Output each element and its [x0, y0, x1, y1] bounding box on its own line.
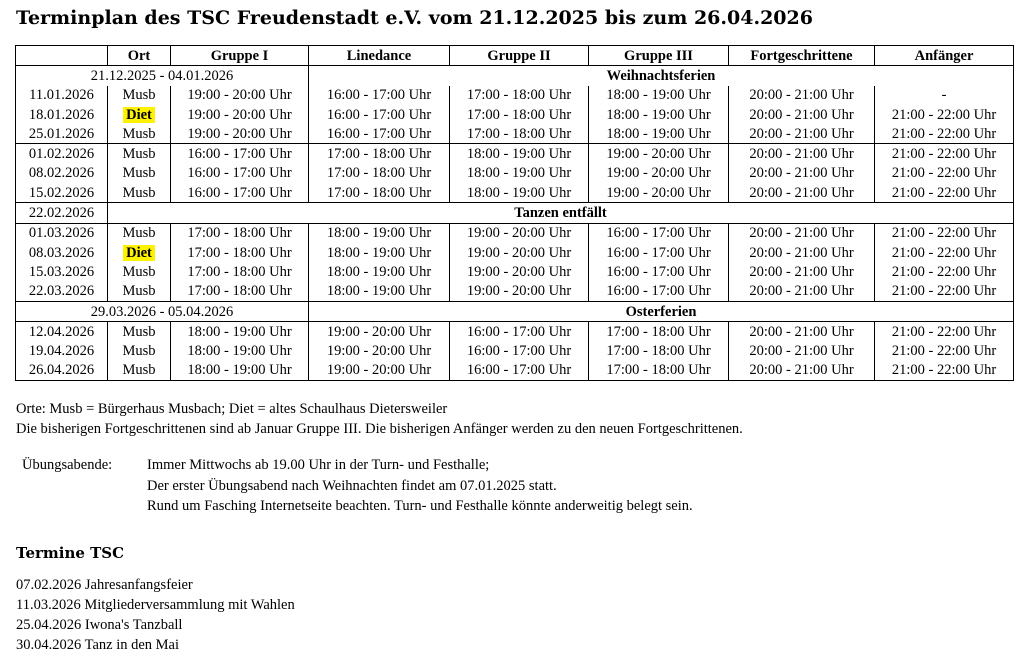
- header-cell-gruppe-2: Gruppe II: [450, 46, 589, 66]
- ort-cell: Musb: [108, 86, 171, 105]
- termine-item: 30.04.2026 Tanz in den Mai: [16, 637, 180, 653]
- ort-cell: [108, 243, 171, 262]
- date-cell: 26.04.2026: [16, 361, 108, 381]
- date-cell: 15.03.2026: [16, 262, 108, 281]
- linedance-cell: 17:00 - 18:00 Uhr: [309, 144, 450, 164]
- fortgeschrittene-cell: 20:00 - 21:00 Uhr: [729, 322, 875, 342]
- anfaenger-cell: 21:00 - 22:00 Uhr: [875, 144, 1014, 164]
- linedance-cell: 18:00 - 19:00 Uhr: [309, 282, 450, 302]
- anfaenger-cell: 21:00 - 22:00 Uhr: [875, 243, 1014, 262]
- gruppe-1-cell: 17:00 - 18:00 Uhr: [171, 282, 309, 302]
- table-row: [16, 164, 1014, 183]
- gruppe-2-cell: 19:00 - 20:00 Uhr: [450, 282, 589, 302]
- ort-cell: Musb: [108, 164, 171, 183]
- linedance-cell: 17:00 - 18:00 Uhr: [309, 183, 450, 203]
- gruppe-1-cell: 19:00 - 20:00 Uhr: [171, 105, 309, 124]
- note-orte: Orte: Musb = Bürgerhaus Musbach; Diet = altes Schaulhaus Dietersweiler: [16, 401, 448, 417]
- linedance-cell: 17:00 - 18:00 Uhr: [309, 164, 450, 183]
- date-cell: 19.04.2026: [16, 341, 108, 360]
- ort-cell: [108, 105, 171, 124]
- linedance-cell: 19:00 - 20:00 Uhr: [309, 341, 450, 360]
- anfaenger-cell: 21:00 - 22:00 Uhr: [875, 183, 1014, 203]
- fortgeschrittene-cell: 20:00 - 21:00 Uhr: [729, 164, 875, 183]
- note-fortgeschrittene: Die bisherigen Fortgeschrittenen sind ab Januar Gruppe III. Die bisherigen Anfänger werden zu den neuen Fortgeschrittenen.: [16, 421, 743, 437]
- anfaenger-cell: 21:00 - 22:00 Uhr: [875, 262, 1014, 281]
- gruppe-1-cell: 16:00 - 17:00 Uhr: [171, 164, 309, 183]
- anfaenger-cell: 21:00 - 22:00 Uhr: [875, 124, 1014, 144]
- gruppe-3-cell: 19:00 - 20:00 Uhr: [589, 164, 729, 183]
- date-cell: 01.02.2026: [16, 144, 108, 164]
- ort-highlight-badge: Diet: [123, 107, 155, 123]
- cancel-row: [16, 203, 1014, 223]
- gruppe-3-cell: 16:00 - 17:00 Uhr: [589, 262, 729, 281]
- gruppe-1-cell: 17:00 - 18:00 Uhr: [171, 243, 309, 262]
- gruppe-2-cell: 17:00 - 18:00 Uhr: [450, 86, 589, 105]
- gruppe-1-cell: 18:00 - 19:00 Uhr: [171, 361, 309, 381]
- date-cell: 12.04.2026: [16, 322, 108, 342]
- holiday-label-cell: Weihnachtsferien: [309, 66, 1014, 86]
- gruppe-2-cell: 17:00 - 18:00 Uhr: [450, 124, 589, 144]
- fortgeschrittene-cell: 20:00 - 21:00 Uhr: [729, 86, 875, 105]
- table-row: [16, 322, 1014, 342]
- gruppe-1-cell: 18:00 - 19:00 Uhr: [171, 341, 309, 360]
- gruppe-1-cell: 16:00 - 17:00 Uhr: [171, 183, 309, 203]
- ort-cell: Musb: [108, 262, 171, 281]
- uebungsabende-line: Immer Mittwochs ab 19.00 Uhr in der Turn- und Festhalle;: [147, 457, 490, 473]
- date-cell: 22.02.2026: [16, 203, 108, 223]
- gruppe-1-cell: 19:00 - 20:00 Uhr: [171, 86, 309, 105]
- termine-heading: Termine TSC: [16, 544, 125, 562]
- holiday-range-cell: 21.12.2025 - 04.01.2026: [16, 66, 309, 86]
- gruppe-1-cell: 19:00 - 20:00 Uhr: [171, 124, 309, 144]
- gruppe-3-cell: 17:00 - 18:00 Uhr: [589, 361, 729, 381]
- gruppe-2-cell: 18:00 - 19:00 Uhr: [450, 164, 589, 183]
- fortgeschrittene-cell: 20:00 - 21:00 Uhr: [729, 341, 875, 360]
- termine-item: 25.04.2026 Iwona's Tanzball: [16, 617, 183, 633]
- linedance-cell: 19:00 - 20:00 Uhr: [309, 361, 450, 381]
- linedance-cell: 16:00 - 17:00 Uhr: [309, 105, 450, 124]
- gruppe-1-cell: 17:00 - 18:00 Uhr: [171, 223, 309, 243]
- fortgeschrittene-cell: 20:00 - 21:00 Uhr: [729, 361, 875, 381]
- anfaenger-cell: 21:00 - 22:00 Uhr: [875, 322, 1014, 342]
- table-row: [16, 144, 1014, 164]
- header-cell-linedance: Linedance: [309, 46, 450, 66]
- header-cell-ort: Ort: [108, 46, 171, 66]
- gruppe-3-cell: 16:00 - 17:00 Uhr: [589, 223, 729, 243]
- header-cell-anfaenger: Anfänger: [875, 46, 1014, 66]
- table-row: [16, 262, 1014, 281]
- holiday-row: [16, 301, 1014, 321]
- ort-highlight-badge: Diet: [123, 245, 155, 261]
- page-title: Terminplan des TSC Freudenstadt e.V. vom 21.12.2025 bis zum 26.04.2026: [16, 7, 813, 29]
- linedance-cell: 19:00 - 20:00 Uhr: [309, 322, 450, 342]
- ort-cell: Musb: [108, 183, 171, 203]
- gruppe-2-cell: 16:00 - 17:00 Uhr: [450, 341, 589, 360]
- fortgeschrittene-cell: 20:00 - 21:00 Uhr: [729, 105, 875, 124]
- fortgeschrittene-cell: 20:00 - 21:00 Uhr: [729, 282, 875, 302]
- gruppe-1-cell: 18:00 - 19:00 Uhr: [171, 322, 309, 342]
- linedance-cell: 18:00 - 19:00 Uhr: [309, 262, 450, 281]
- anfaenger-cell: 21:00 - 22:00 Uhr: [875, 282, 1014, 302]
- termine-item: 11.03.2026 Mitgliederversammlung mit Wahlen: [16, 597, 295, 613]
- date-cell: 22.03.2026: [16, 282, 108, 302]
- anfaenger-cell: 21:00 - 22:00 Uhr: [875, 223, 1014, 243]
- date-cell: 08.02.2026: [16, 164, 108, 183]
- fortgeschrittene-cell: 20:00 - 21:00 Uhr: [729, 124, 875, 144]
- gruppe-3-cell: 19:00 - 20:00 Uhr: [589, 183, 729, 203]
- gruppe-3-cell: 18:00 - 19:00 Uhr: [589, 105, 729, 124]
- table-row: [16, 341, 1014, 360]
- ort-cell: Musb: [108, 361, 171, 381]
- ort-cell: Musb: [108, 341, 171, 360]
- linedance-cell: 16:00 - 17:00 Uhr: [309, 124, 450, 144]
- ort-cell: Musb: [108, 282, 171, 302]
- table-row: [16, 105, 1014, 124]
- termine-list: [16, 575, 295, 655]
- gruppe-1-cell: 17:00 - 18:00 Uhr: [171, 262, 309, 281]
- table-row: [16, 361, 1014, 381]
- date-cell: 18.01.2026: [16, 105, 108, 124]
- date-cell: 15.02.2026: [16, 183, 108, 203]
- anfaenger-cell: 21:00 - 22:00 Uhr: [875, 341, 1014, 360]
- anfaenger-cell: 21:00 - 22:00 Uhr: [875, 164, 1014, 183]
- linedance-cell: 16:00 - 17:00 Uhr: [309, 86, 450, 105]
- holiday-range-cell: 29.03.2026 - 05.04.2026: [16, 301, 309, 321]
- cancel-label-cell: Tanzen entfällt: [108, 203, 1014, 223]
- gruppe-2-cell: 19:00 - 20:00 Uhr: [450, 243, 589, 262]
- gruppe-2-cell: 18:00 - 19:00 Uhr: [450, 183, 589, 203]
- table-row: [16, 282, 1014, 302]
- gruppe-3-cell: 17:00 - 18:00 Uhr: [589, 322, 729, 342]
- gruppe-3-cell: 18:00 - 19:00 Uhr: [589, 86, 729, 105]
- uebungsabende-line: Rund um Fasching Internetseite beachten. Turn- und Festhalle könnte anderweitig belegt sein.: [147, 498, 693, 514]
- ort-cell: Musb: [108, 124, 171, 144]
- header-row: [16, 46, 1014, 66]
- fortgeschrittene-cell: 20:00 - 21:00 Uhr: [729, 183, 875, 203]
- linedance-cell: 18:00 - 19:00 Uhr: [309, 223, 450, 243]
- date-cell: 11.01.2026: [16, 86, 108, 105]
- holiday-row: [16, 66, 1014, 86]
- gruppe-3-cell: 16:00 - 17:00 Uhr: [589, 282, 729, 302]
- gruppe-1-cell: 16:00 - 17:00 Uhr: [171, 144, 309, 164]
- fortgeschrittene-cell: 20:00 - 21:00 Uhr: [729, 243, 875, 262]
- table-row: [16, 223, 1014, 243]
- gruppe-2-cell: 17:00 - 18:00 Uhr: [450, 105, 589, 124]
- ort-cell: Musb: [108, 322, 171, 342]
- holiday-label-cell: Osterferien: [309, 301, 1014, 321]
- header-cell-gruppe-1: Gruppe I: [171, 46, 309, 66]
- date-cell: 08.03.2026: [16, 243, 108, 262]
- header-cell-date: [16, 46, 108, 66]
- anfaenger-cell: 21:00 - 22:00 Uhr: [875, 105, 1014, 124]
- anfaenger-cell: 21:00 - 22:00 Uhr: [875, 361, 1014, 381]
- anfaenger-cell: -: [875, 86, 1014, 105]
- gruppe-3-cell: 19:00 - 20:00 Uhr: [589, 144, 729, 164]
- table-row: [16, 183, 1014, 203]
- gruppe-2-cell: 16:00 - 17:00 Uhr: [450, 322, 589, 342]
- gruppe-2-cell: 18:00 - 19:00 Uhr: [450, 144, 589, 164]
- header-cell-fortgeschrittene: Fortgeschrittene: [729, 46, 875, 66]
- gruppe-3-cell: 18:00 - 19:00 Uhr: [589, 124, 729, 144]
- ort-cell: Musb: [108, 144, 171, 164]
- linedance-cell: 18:00 - 19:00 Uhr: [309, 243, 450, 262]
- gruppe-2-cell: 19:00 - 20:00 Uhr: [450, 262, 589, 281]
- fortgeschrittene-cell: 20:00 - 21:00 Uhr: [729, 262, 875, 281]
- gruppe-3-cell: 16:00 - 17:00 Uhr: [589, 243, 729, 262]
- uebungsabende-line: Der erster Übungsabend nach Weihnachten findet am 07.01.2025 statt.: [147, 477, 557, 494]
- gruppe-2-cell: 19:00 - 20:00 Uhr: [450, 223, 589, 243]
- schedule-table: [15, 45, 1014, 381]
- date-cell: 01.03.2026: [16, 223, 108, 243]
- uebungsabende-label: Übungsabende:: [22, 457, 113, 473]
- termine-item: 07.02.2026 Jahresanfangsfeier: [16, 577, 193, 593]
- gruppe-2-cell: 16:00 - 17:00 Uhr: [450, 361, 589, 381]
- table-row: [16, 86, 1014, 105]
- fortgeschrittene-cell: 20:00 - 21:00 Uhr: [729, 144, 875, 164]
- ort-cell: Musb: [108, 223, 171, 243]
- gruppe-3-cell: 17:00 - 18:00 Uhr: [589, 341, 729, 360]
- table-row: [16, 124, 1014, 144]
- header-cell-gruppe-3: Gruppe III: [589, 46, 729, 66]
- date-cell: 25.01.2026: [16, 124, 108, 144]
- table-row: [16, 243, 1014, 262]
- fortgeschrittene-cell: 20:00 - 21:00 Uhr: [729, 223, 875, 243]
